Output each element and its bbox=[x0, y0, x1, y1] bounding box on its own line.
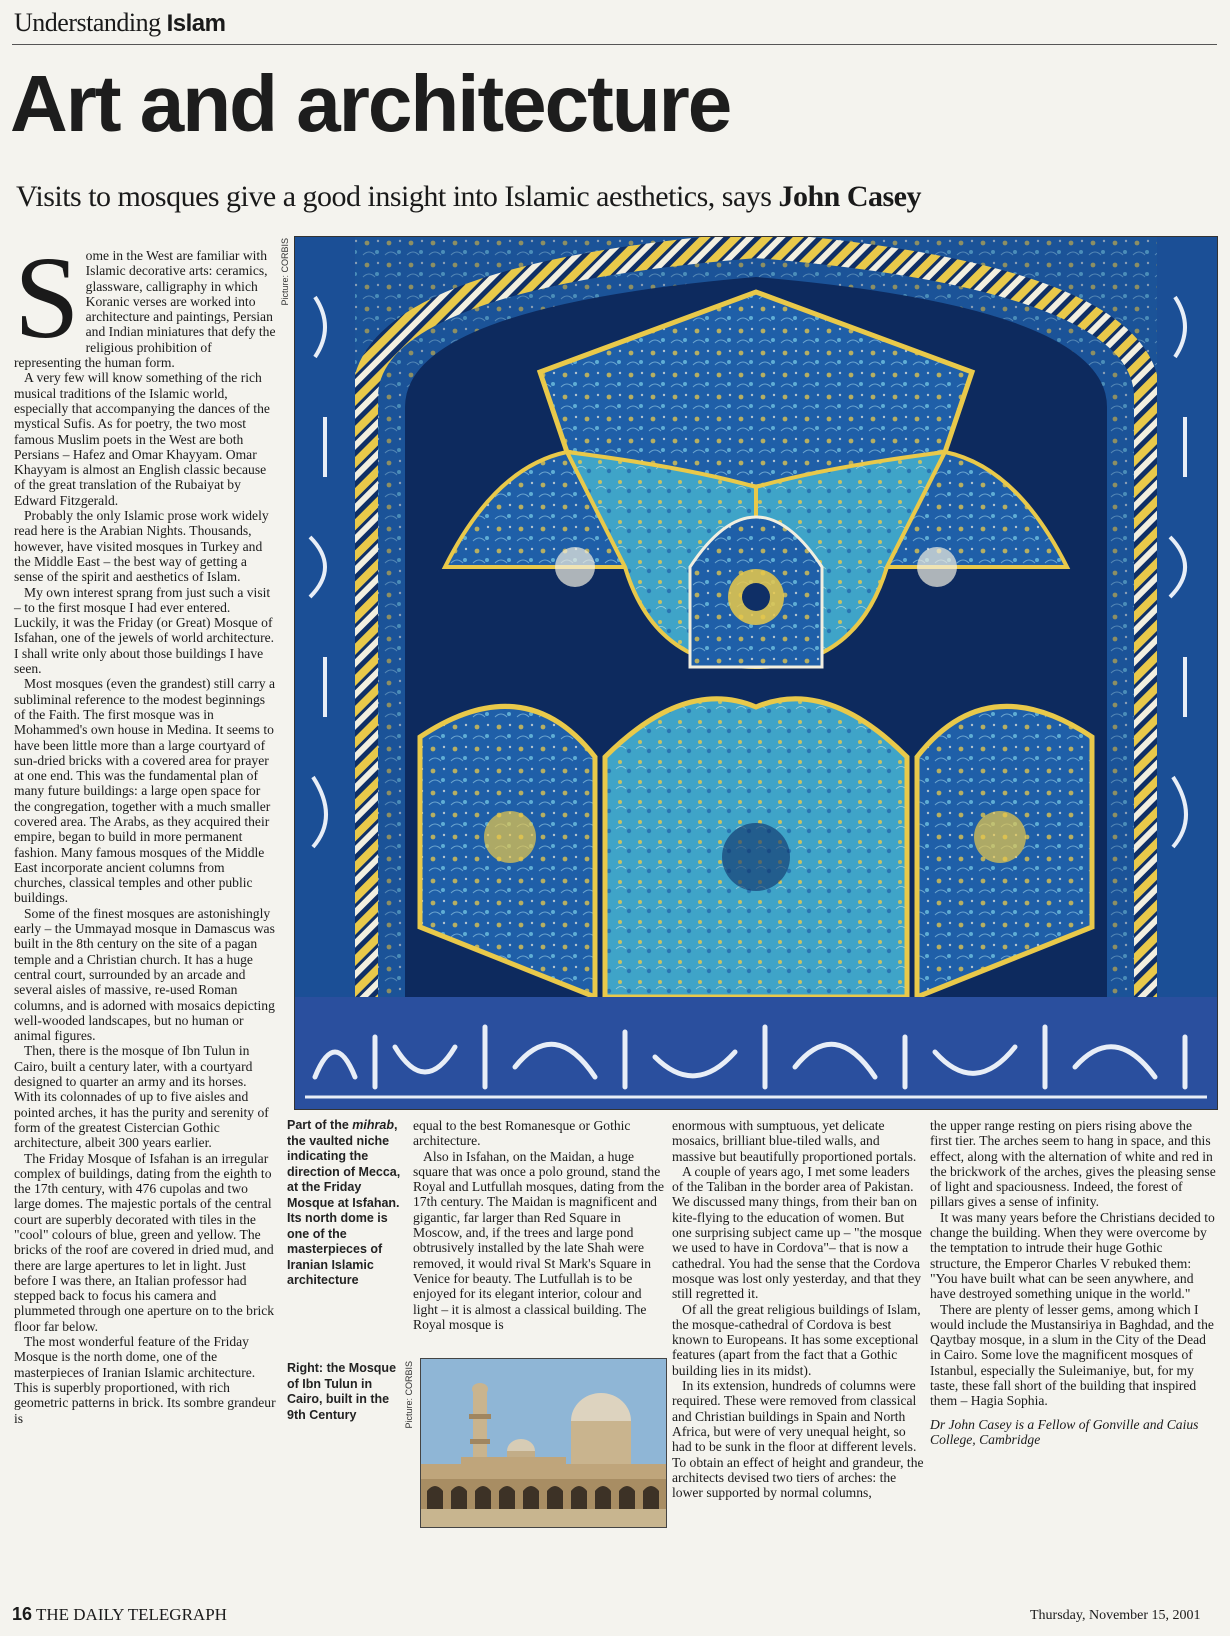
standfirst bbox=[16, 180, 921, 214]
standfirst-text: Visits to mosques give a good insight into Islamic aesthetics, says bbox=[16, 180, 772, 213]
paragraph: equal to the best Romanesque or Gothic architecture. bbox=[413, 1118, 631, 1149]
article-column-1 bbox=[14, 232, 276, 1426]
paragraph: Then, there is the mosque of Ibn Tulun in Cairo, built a century later, with a courtyard designed to quarter an army and its horses. With its colonnades of up to five aisles and pointed arches, it has the purity and serenity of form of the greatest Cistercian Gothic architecture, albeit 300 years earlier. bbox=[14, 1043, 269, 1151]
section-name: Islam bbox=[166, 10, 226, 37]
paragraph: Also in Isfahan, on the Maidan, a huge square that was once a polo ground, stand the Royal and Lutfullah mosques, dating from the 17th century. The Maidan is magnificent and gigantic, far larger than Red Square in Moscow, and, if the trees and large pond obtrusively installed by the late Shah were removed, it would rival St Mark's Square in Venice for beauty. The Lutfullah is to be enjoyed for its elegant interior, colour and light – it is almost a classical building. The Royal mosque is bbox=[413, 1148, 665, 1332]
paragraph: The Friday Mosque of Isfahan is an irregular complex of buildings, dating from the eighth to the 17th century, with 476 cupolas and two large domes. The majestic portals of the central court are superbly decorated with tiles in the "cool" colours of blue, green and yellow. The bricks of the roof are covered in dried mud, and there are large apertures to let in light. Just before I was there, an Italian professor had stepped back to focus his camera and plummeted through one aperture on to the brick floor far below. bbox=[14, 1150, 275, 1334]
paragraph: In its extension, hundreds of columns were required. These were removed from classical and Christian buildings in Spain and North Africa, but were of very unequal height, so had to be sunk in the floor at different levels. To obtain an effect of height and grandeur, the architects devised two tiers of arches: the lower supported by normal columns, bbox=[672, 1378, 924, 1501]
paragraph: Some of the finest mosques are astonishingly early – the Ummayad mosque in Damascus was built in the 8th century on the site of a pagan temple and a Christian church. It has a huge central court, surrounded by an arcade and several aisles of massive, re-used Roman columns, and is adorned with mosaics depicting well-wooded landscapes, but no human or animal figures. bbox=[14, 905, 275, 1044]
paragraph: Most mosques (even the grandest) still carry a subliminal reference to the modest beginnings of the Faith. The first mosque was in Mohammed's own house in Medina. It seems to have been little more than a large courtyard of sun-dried bricks with a covered area for prayer at one end. This was the fundamental plan of many future buildings: a large open space for the congregation, together with a much smaller covered area. The Arabs, as they acquired their empire, began to build in more permanent fashion. Many famous mosques of the Middle East incorporate ancient columns from churches, classical temples and other public buildings. bbox=[14, 676, 276, 906]
dropcap: S bbox=[14, 232, 80, 363]
paragraph: the upper range resting on piers rising above the first tier. The arches seem to hang in space, and this effect, along with the alternation of white and red in the brickwork of the arches, gives the pleasing sense of light and spaciousness. Indeed, the forest of pillars gives a sense of infinity. bbox=[930, 1118, 1216, 1210]
author-name: John Casey bbox=[778, 180, 921, 213]
publication-date: Thursday, November 15, 2001 bbox=[1030, 1608, 1201, 1623]
mihrab-photo bbox=[294, 236, 1218, 1110]
article-column-2 bbox=[413, 1118, 665, 1332]
paragraph: Of all the great religious buildings of Islam, the mosque-cathedral of Cordova is best known to Europeans. It has some exceptional features (apart from the fact that a Gothic building lies in its midst). bbox=[672, 1301, 921, 1378]
paragraph: The most wonderful feature of the Friday Mosque is the north dome, one of the masterpieces of Iranian Islamic architecture. This is superbly proportioned, with rich geometric patterns in brick. Its sombre grandeur is bbox=[14, 1334, 276, 1426]
paragraph: It was many years before the Christians decided to change the building. When they were overcome by the temptation to intrude their huge Gothic structure, the Emperor Charles V rebuked them: "You have built what can be seen anywhere, and have destroyed something unique in the world." bbox=[930, 1209, 1215, 1302]
paragraph: A very few will know something of the rich musical traditions of the Islamic world, especially that accompanying the dances of the mystical Sufis. As for poetry, the two most famous Muslim poets in the West are both Persians – Hafez and Omar Khayyam. Omar Khayyam is almost an English classic because of the great translation of the Rubaiyat by Edward Fitzgerald. bbox=[14, 370, 270, 508]
photo-credit-second: Picture: CORBIS bbox=[404, 1361, 414, 1429]
mihrab-term: mihrab bbox=[352, 1118, 394, 1132]
paragraph: There are plenty of lesser gems, among which I would include the Mustansiriya in Baghdad, and the Qaytbay mosque, in a slum in the City of the Dead in Cairo. Some love the magnificent mosques of Istanbul, especially the Suleimaniye, but, for my taste, these fall short of the building that inspired them – Hagia Sophia. bbox=[930, 1301, 1214, 1409]
section-prefix: Understanding bbox=[14, 8, 161, 37]
paragraph: Some in the West are familiar with Islamic decorative arts: ceramics, glassware, calligraphy in which Koranic verses are worked into architecture and paintings, Persian and Indian miniatures that defy the religious prohibition of representing the human form. bbox=[14, 232, 276, 371]
paragraph: My own interest sprang from just such a visit – to the first mosque I had ever entered. Luckily, it was the Friday (or Great) Mosque of Isfahan, one of the jewels of world architecture. I shall write only about those buildings I have seen. bbox=[14, 584, 275, 677]
header-rule bbox=[12, 44, 1217, 45]
section-header bbox=[14, 8, 225, 38]
headline: Art and architecture bbox=[10, 59, 731, 148]
publication-name: THE DAILY TELEGRAPH bbox=[35, 1605, 227, 1624]
article-column-4 bbox=[930, 1118, 1216, 1447]
paragraph: Probably the only Islamic prose work widely read here is the Arabian Nights. Thousands, however, have visited mosques in Turkey and the Middle East – the best way of getting a sense of the spirit and aesthetics of Islam. bbox=[14, 508, 269, 585]
second-photo-caption: Right: the Mosque of Ibn Tulun in Cairo, built in the 9th Century bbox=[287, 1361, 397, 1422]
page-number: 16 bbox=[12, 1604, 33, 1624]
paragraph: A couple of years ago, I met some leaders of the Taliban in the border area of Pakistan. We discussed many things, from their ban on kite-flying to the education of women. But one surprising subject came up – "the mosque we used to have in Cordova"– that is now a cathedral. You had the sense that the Cordova mosque was lost only yesterday, and that they still regretted it. bbox=[672, 1163, 922, 1302]
article-column-3 bbox=[672, 1118, 924, 1500]
page-footer bbox=[12, 1604, 227, 1625]
author-bio: Dr John Casey is a Fellow of Gonville and Caius College, Cambridge bbox=[930, 1416, 1199, 1447]
ibn-tulun-photo bbox=[420, 1358, 667, 1528]
photo-credit-main: Picture: CORBIS bbox=[280, 238, 290, 306]
paragraph: enormous with sumptuous, yet delicate mosaics, brilliant blue-tiled walls, and massive but beautifully proportioned portals. bbox=[672, 1118, 917, 1164]
main-photo-caption: Part of the mihrab, the vaulted niche indicating the direction of Mecca, at the Friday Mosque at Isfahan. Its north dome is one of the masterpieces of Iranian Islamic architecture bbox=[287, 1118, 401, 1287]
